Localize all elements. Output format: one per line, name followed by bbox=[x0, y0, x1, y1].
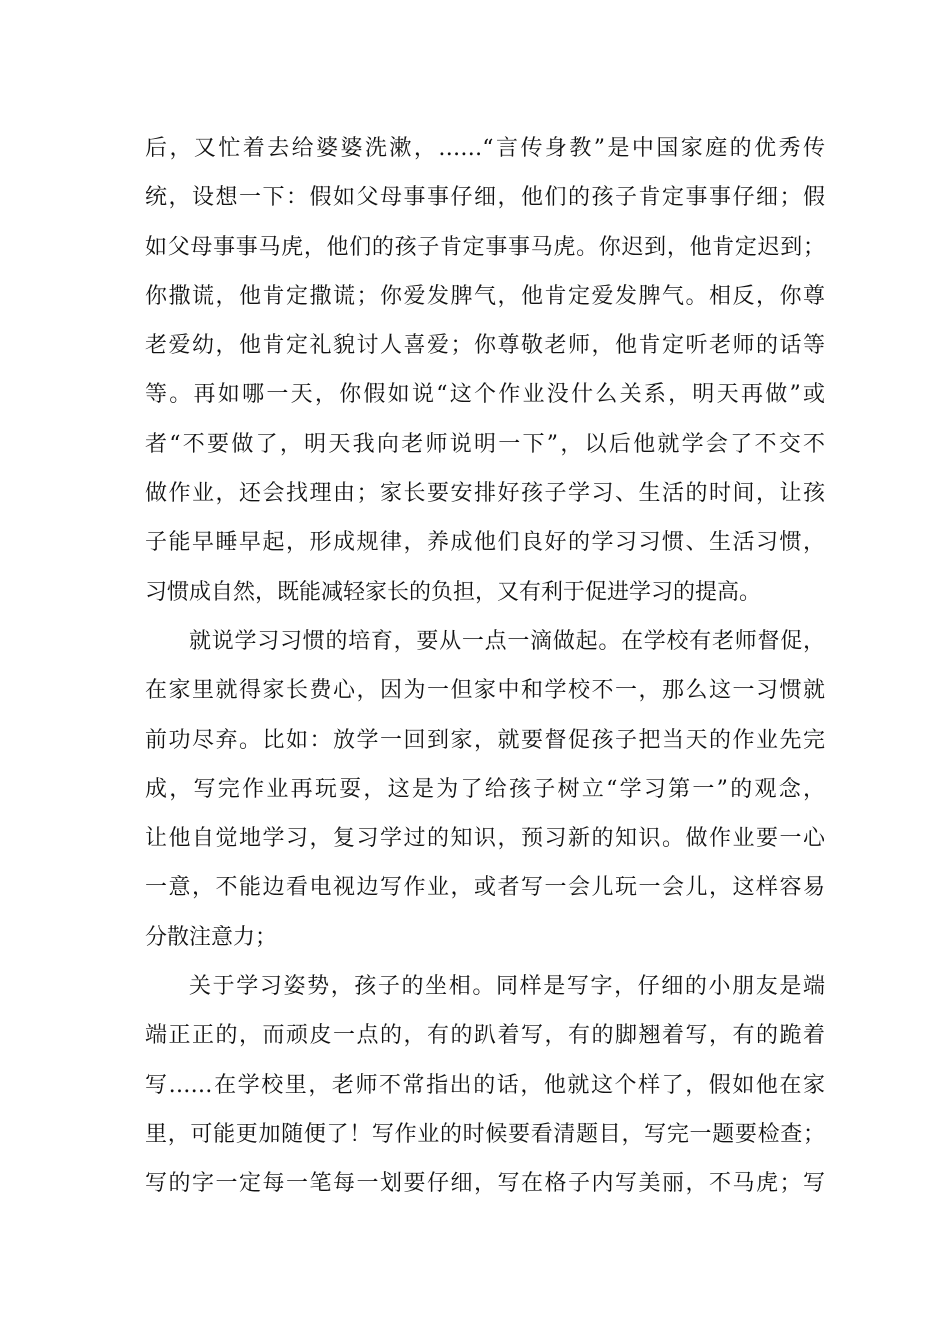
paragraph-3 bbox=[145, 962, 825, 1208]
text-line: 你撒谎，他肯定撒谎；你爱发脾气，他肯定爱发脾气。相反，你尊 bbox=[145, 283, 825, 309]
text-line: 写的字一定每一笔每一划要仔细，写在格子内写美丽，不马虎；写 bbox=[145, 1171, 825, 1197]
text-line: 等。再如哪一天，你假如说“这个作业没什么关系，明天再做”或 bbox=[145, 382, 825, 408]
text-line: 成，写完作业再玩耍，这是为了给孩子树立“学习第一”的观念， bbox=[145, 776, 825, 802]
text-line: 老爱幼，他肯定礼貌讨人喜爱；你尊敬老师，他肯定听老师的话等 bbox=[145, 333, 825, 359]
paragraph-1 bbox=[145, 124, 825, 617]
text-line: 就说学习习惯的培育，要从一点一滴做起。在学校有老师督促， bbox=[189, 628, 825, 654]
text-line: 子能早睡早起，形成规律，养成他们良好的学习习惯、生活习惯， bbox=[145, 530, 825, 556]
text-line: 做作业，还会找理由；家长要安排好孩子学习、生活的时间，让孩 bbox=[145, 481, 825, 507]
paragraph-2 bbox=[145, 617, 825, 962]
text-line: 后，又忙着去给婆婆洗漱，……“言传身教”是中国家庭的优秀传 bbox=[145, 136, 825, 161]
text-line: 如父母事事马虎，他们的孩子肯定事事马虎。你迟到，他肯定迟到； bbox=[145, 234, 825, 260]
text-line: 统，设想一下：假如父母事事仔细，他们的孩子肯定事事仔细；假 bbox=[145, 185, 825, 211]
text-line: 端正正的，而顽皮一点的，有的趴着写，有的脚翘着写，有的跪着 bbox=[145, 1023, 825, 1049]
text-line: 里，可能更加随便了！写作业的时候要看清题目，写完一题要检查； bbox=[145, 1121, 825, 1147]
text-line: 关于学习姿势，孩子的坐相。同样是写字，仔细的小朋友是端 bbox=[189, 974, 825, 1000]
text-line: 习惯成自然，既能减轻家长的负担，又有利于促进学习的提高。 bbox=[145, 579, 762, 605]
text-line: 一意，不能边看电视边写作业，或者写一会儿玩一会儿，这样容易 bbox=[145, 875, 825, 901]
text-line: 让他自觉地学习，复习学过的知识，预习新的知识。做作业要一心 bbox=[145, 826, 825, 852]
text-line: 分散注意力； bbox=[145, 924, 278, 950]
body-text bbox=[145, 124, 825, 1209]
text-line: 写……在学校里，老师不常指出的话，他就这个样了，假如他在家 bbox=[145, 1072, 825, 1098]
text-line: 在家里就得家长费心，因为一但家中和学校不一，那么这一习惯就 bbox=[145, 678, 825, 704]
text-line: 前功尽弃。比如：放学一回到家，就要督促孩子把当天的作业先完 bbox=[145, 727, 825, 753]
text-line: 者“不要做了，明天我向老师说明一下”，以后他就学会了不交不 bbox=[145, 431, 825, 457]
